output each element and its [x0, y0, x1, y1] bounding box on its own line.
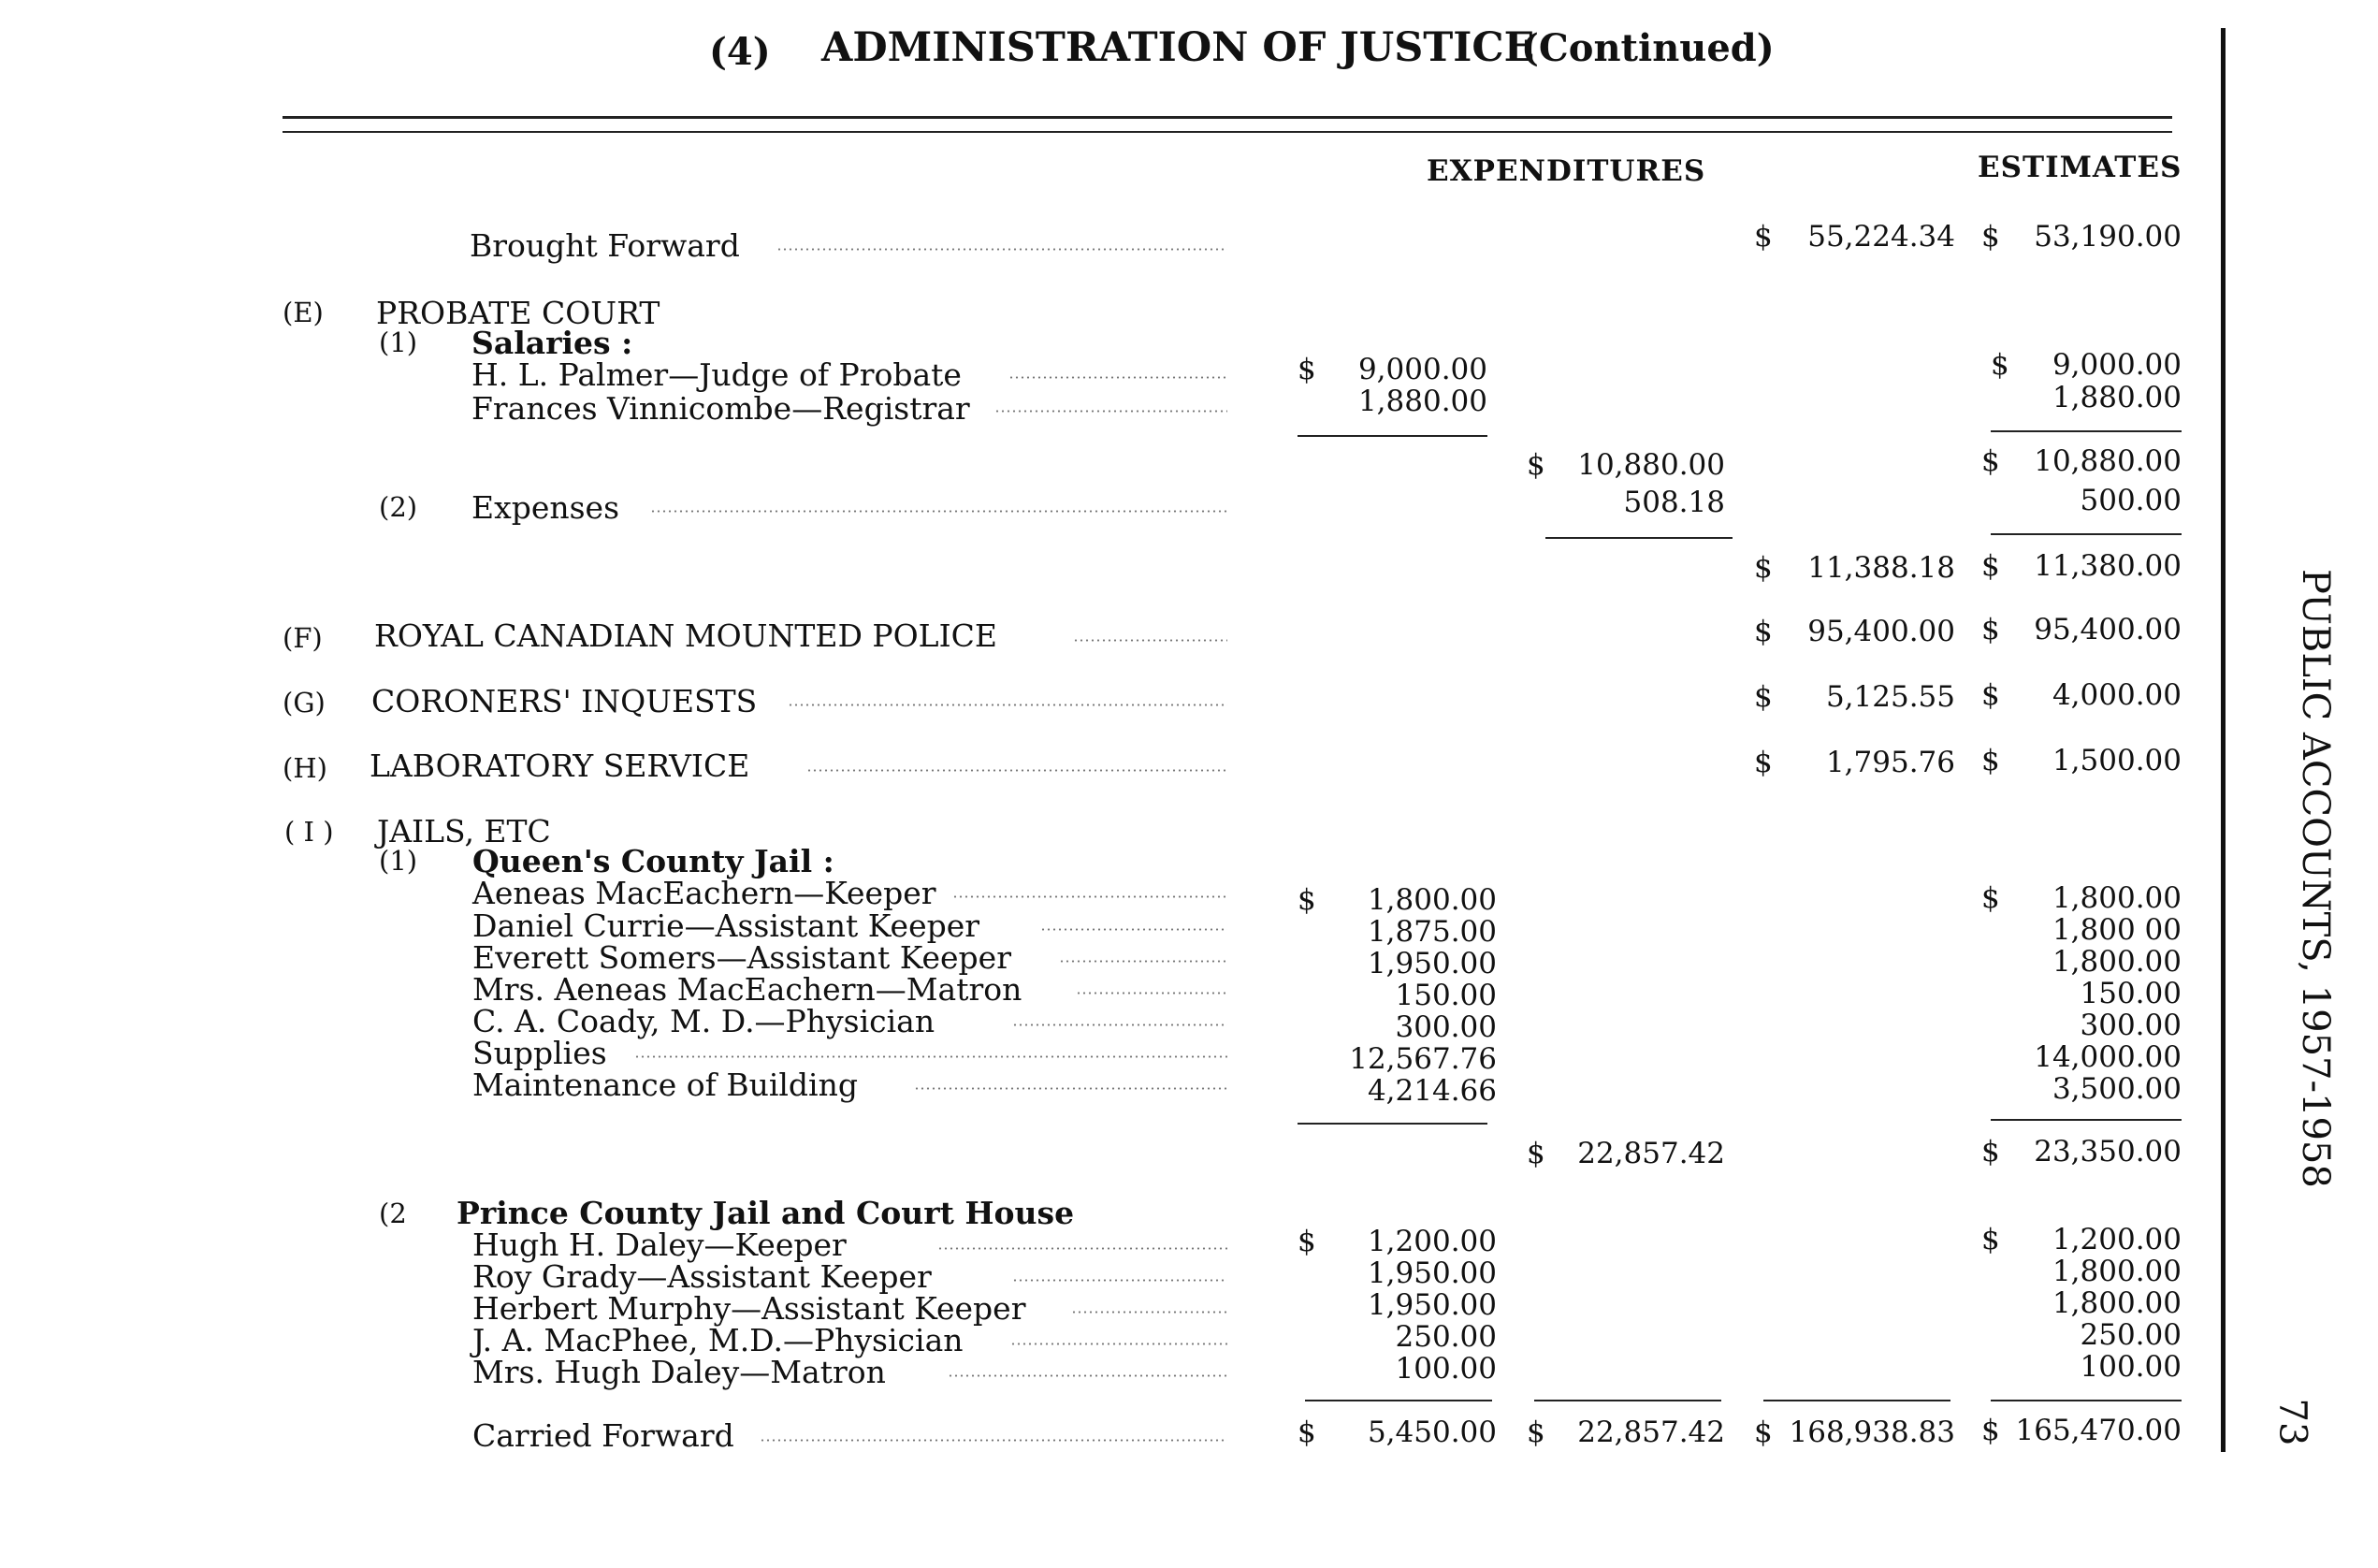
side-title: PUBLIC ACCOUNTS, 1957-1958: [2294, 569, 2337, 1188]
line-item-label: Frances Vinnicombe—Registrar: [471, 390, 970, 427]
line-item-label: Roy Grady—Assistant Keeper: [472, 1258, 932, 1295]
subtotal-currency: $: [1527, 1137, 1545, 1170]
subtotal-rule: [1545, 537, 1733, 539]
line-item-label: Mrs. Aeneas MacEachern—Matron: [472, 971, 1022, 1008]
line-item-expenditure: 150.00: [1395, 979, 1497, 1012]
header-rule-top: [283, 116, 2172, 119]
subsection-number: (2: [379, 1198, 407, 1229]
line-item-estimate: 150.00: [2080, 977, 2182, 1010]
expenses-expenditure: 508.18: [1623, 486, 1725, 519]
subsection-number: (2): [379, 491, 418, 523]
line-item-expenditure: 1,880.00: [1357, 385, 1487, 418]
brought-forward-exp-currency: $: [1754, 220, 1773, 254]
brought-forward-est-total: 53,190.00: [2034, 220, 2182, 254]
line-item-expenditure: 4,214.66: [1367, 1074, 1497, 1108]
subtotal-rule: [1991, 1119, 2182, 1121]
est-currency: $: [1981, 678, 2000, 712]
exp-currency: $: [1754, 746, 1773, 779]
subtotal-rule: [1298, 435, 1487, 437]
exp-currency: $: [1754, 680, 1773, 714]
subsection-number: (1): [379, 327, 418, 358]
carried-forward-label: Carried Forward: [472, 1417, 734, 1454]
section-number: (4): [709, 30, 771, 74]
line-item-label: Mrs. Hugh Daley—Matron: [472, 1354, 886, 1390]
est-subtotal-currency: $: [1981, 1135, 2000, 1169]
leader-dots: [1010, 1343, 1227, 1345]
line-item-expenditure: 1,800.00: [1367, 883, 1497, 917]
line-item-expenditure: 250.00: [1395, 1320, 1497, 1354]
line-item-estimate: 1,800.00: [2052, 881, 2182, 915]
line-item-label: Expenses: [471, 489, 620, 526]
exp-currency: $: [1754, 615, 1773, 648]
line-item-expenditure: 100.00: [1395, 1352, 1497, 1386]
line-item-estimate: 9,000.00: [2052, 348, 2182, 382]
leader-dots: [937, 1247, 1227, 1250]
brought-forward-label: Brought Forward: [470, 227, 740, 264]
total-rule: [1305, 1400, 1492, 1401]
leader-dots: [1012, 1024, 1227, 1026]
section-letter: (H): [283, 752, 327, 784]
carried-exp-currency: $: [1754, 1416, 1773, 1449]
line-item-estimate: 1,800.00: [2052, 945, 2182, 979]
carried-forward-col4: 165,470.00: [2015, 1414, 2182, 1447]
line-item-label: J. A. MacPhee, M.D.—Physician: [472, 1322, 964, 1358]
line-item-expenditure: 12,567.76: [1349, 1042, 1497, 1076]
line-item-expenditure: 1,950.00: [1367, 1288, 1497, 1322]
subtotal-rule: [1991, 533, 2182, 535]
est-currency: $: [1981, 613, 2000, 646]
probate-total: 11,388.18: [1807, 551, 1955, 585]
est-currency: $: [1981, 744, 2000, 777]
page-title-continued: (Continued): [1521, 26, 1775, 70]
subtotal-rule: [1298, 1123, 1487, 1125]
section-title: ROYAL CANADIAN MOUNTED POLICE: [374, 617, 997, 654]
queens-est-subtotal: 23,350.00: [2034, 1135, 2182, 1169]
line-item-estimate: 1,200.00: [2052, 1223, 2182, 1256]
exp-currency: $: [1298, 1225, 1316, 1258]
exp-currency: $: [1298, 883, 1316, 917]
line-item-label: Maintenance of Building: [472, 1067, 858, 1103]
line-item-label: Supplies: [472, 1035, 607, 1071]
exp-currency: $: [1298, 353, 1316, 386]
brought-forward-est-currency: $: [1981, 220, 2000, 254]
leader-dots: [952, 895, 1227, 898]
expenses-estimate: 500.00: [2080, 484, 2182, 517]
section-title: LABORATORY SERVICE: [370, 748, 750, 784]
rcmp-estimate: 95,400.00: [2034, 613, 2182, 646]
line-item-label: C. A. Coady, M. D.—Physician: [472, 1003, 935, 1039]
coroners-expenditure: 5,125.55: [1825, 680, 1955, 714]
leader-dots: [1008, 376, 1227, 379]
leader-dots: [760, 1439, 1227, 1442]
line-item-label: H. L. Palmer—Judge of Probate: [471, 356, 962, 393]
leader-dots: [914, 1087, 1227, 1090]
leader-dots: [1071, 1311, 1227, 1314]
total-currency: $: [1754, 551, 1773, 585]
page-number: 73: [2270, 1398, 2314, 1446]
line-item-label: Herbert Murphy—Assistant Keeper: [472, 1290, 1026, 1327]
leader-dots: [1059, 960, 1227, 963]
est-total-currency: $: [1981, 549, 2000, 583]
section-letter: (G): [283, 687, 326, 719]
est-currency: $: [1981, 881, 2000, 915]
carried-est-currency: $: [1981, 1414, 2000, 1447]
total-rule: [1534, 1400, 1721, 1401]
est-currency: $: [1991, 348, 2009, 382]
salaries-subtotal: 10,880.00: [1577, 448, 1725, 482]
lab-estimate: 1,500.00: [2052, 744, 2182, 777]
leader-dots: [1040, 928, 1227, 931]
line-item-label: Hugh H. Daley—Keeper: [472, 1227, 847, 1263]
section-title: CORONERS' INQUESTS: [371, 683, 758, 719]
line-item-label: Everett Somers—Assistant Keeper: [472, 939, 1011, 976]
line-item-expenditure: 9,000.00: [1357, 353, 1487, 386]
carried-exp-currency: $: [1527, 1416, 1545, 1449]
line-item-expenditure: 300.00: [1395, 1010, 1497, 1044]
rcmp-expenditure: 95,400.00: [1807, 615, 1955, 648]
leader-dots: [948, 1374, 1227, 1377]
leader-dots: [650, 510, 1227, 513]
line-item-estimate: 100.00: [2080, 1350, 2182, 1384]
expenditures-heading: EXPENDITURES: [1427, 154, 1706, 188]
leader-dots: [788, 704, 1227, 706]
subsection-title: Prince County Jail and Court House: [457, 1195, 1075, 1231]
line-item-expenditure: 1,950.00: [1367, 947, 1497, 980]
subsection-title: Queen's County Jail :: [472, 843, 834, 879]
section-letter: (E): [283, 297, 324, 328]
page-title: ADMINISTRATION OF JUSTICE: [821, 24, 1535, 71]
line-item-estimate: 1,800.00: [2052, 1255, 2182, 1288]
carried-forward-col3: 168,938.83: [1789, 1416, 1955, 1449]
line-item-estimate: 250.00: [2080, 1318, 2182, 1352]
lab-expenditure: 1,795.76: [1825, 746, 1955, 779]
line-item-estimate: 1,800.00: [2052, 1286, 2182, 1320]
estimates-heading: ESTIMATES: [1978, 151, 2182, 184]
line-item-label: Aeneas MacEachern—Keeper: [472, 875, 936, 911]
line-item-estimate: 3,500.00: [2052, 1072, 2182, 1106]
subtotal-rule: [1991, 430, 2182, 432]
leader-dots: [634, 1055, 1227, 1058]
subsection-number: (1): [379, 845, 418, 877]
leader-dots: [1076, 992, 1227, 995]
carried-exp-currency: $: [1298, 1416, 1316, 1449]
est-subtotal-currency: $: [1981, 444, 2000, 478]
line-item-expenditure: 1,950.00: [1367, 1256, 1497, 1290]
page-edge-rule: [2221, 28, 2226, 1452]
line-item-estimate: 300.00: [2080, 1009, 2182, 1042]
leader-dots: [776, 248, 1227, 251]
section-title: JAILS, ETC: [377, 813, 551, 849]
carried-forward-col2: 22,857.42: [1577, 1416, 1725, 1449]
subtotal-currency: $: [1527, 448, 1545, 482]
header-rule-bottom: [283, 131, 2172, 133]
leader-dots: [994, 410, 1227, 413]
section-letter: (F): [283, 622, 323, 654]
subsection-title: Salaries :: [471, 325, 633, 361]
total-rule: [1991, 1400, 2182, 1401]
est-currency: $: [1981, 1223, 2000, 1256]
leader-dots: [1073, 639, 1227, 642]
coroners-estimate: 4,000.00: [2052, 678, 2182, 712]
section-title: PROBATE COURT: [376, 295, 660, 331]
line-item-estimate: 14,000.00: [2034, 1040, 2182, 1074]
probate-est-total: 11,380.00: [2034, 549, 2182, 583]
leader-dots: [1012, 1279, 1227, 1282]
line-item-estimate: 1,800 00: [2052, 913, 2182, 947]
queens-subtotal: 22,857.42: [1577, 1137, 1725, 1170]
line-item-expenditure: 1,200.00: [1367, 1225, 1497, 1258]
line-item-label: Daniel Currie—Assistant Keeper: [472, 907, 980, 944]
section-letter: ( I ): [284, 816, 334, 848]
brought-forward-exp-total: 55,224.34: [1807, 220, 1955, 254]
total-rule: [1763, 1400, 1950, 1401]
line-item-estimate: 1,880.00: [2052, 381, 2182, 414]
line-item-expenditure: 1,875.00: [1367, 915, 1497, 949]
salaries-est-subtotal: 10,880.00: [2034, 444, 2182, 478]
carried-forward-col1: 5,450.00: [1367, 1416, 1497, 1449]
leader-dots: [806, 769, 1227, 772]
